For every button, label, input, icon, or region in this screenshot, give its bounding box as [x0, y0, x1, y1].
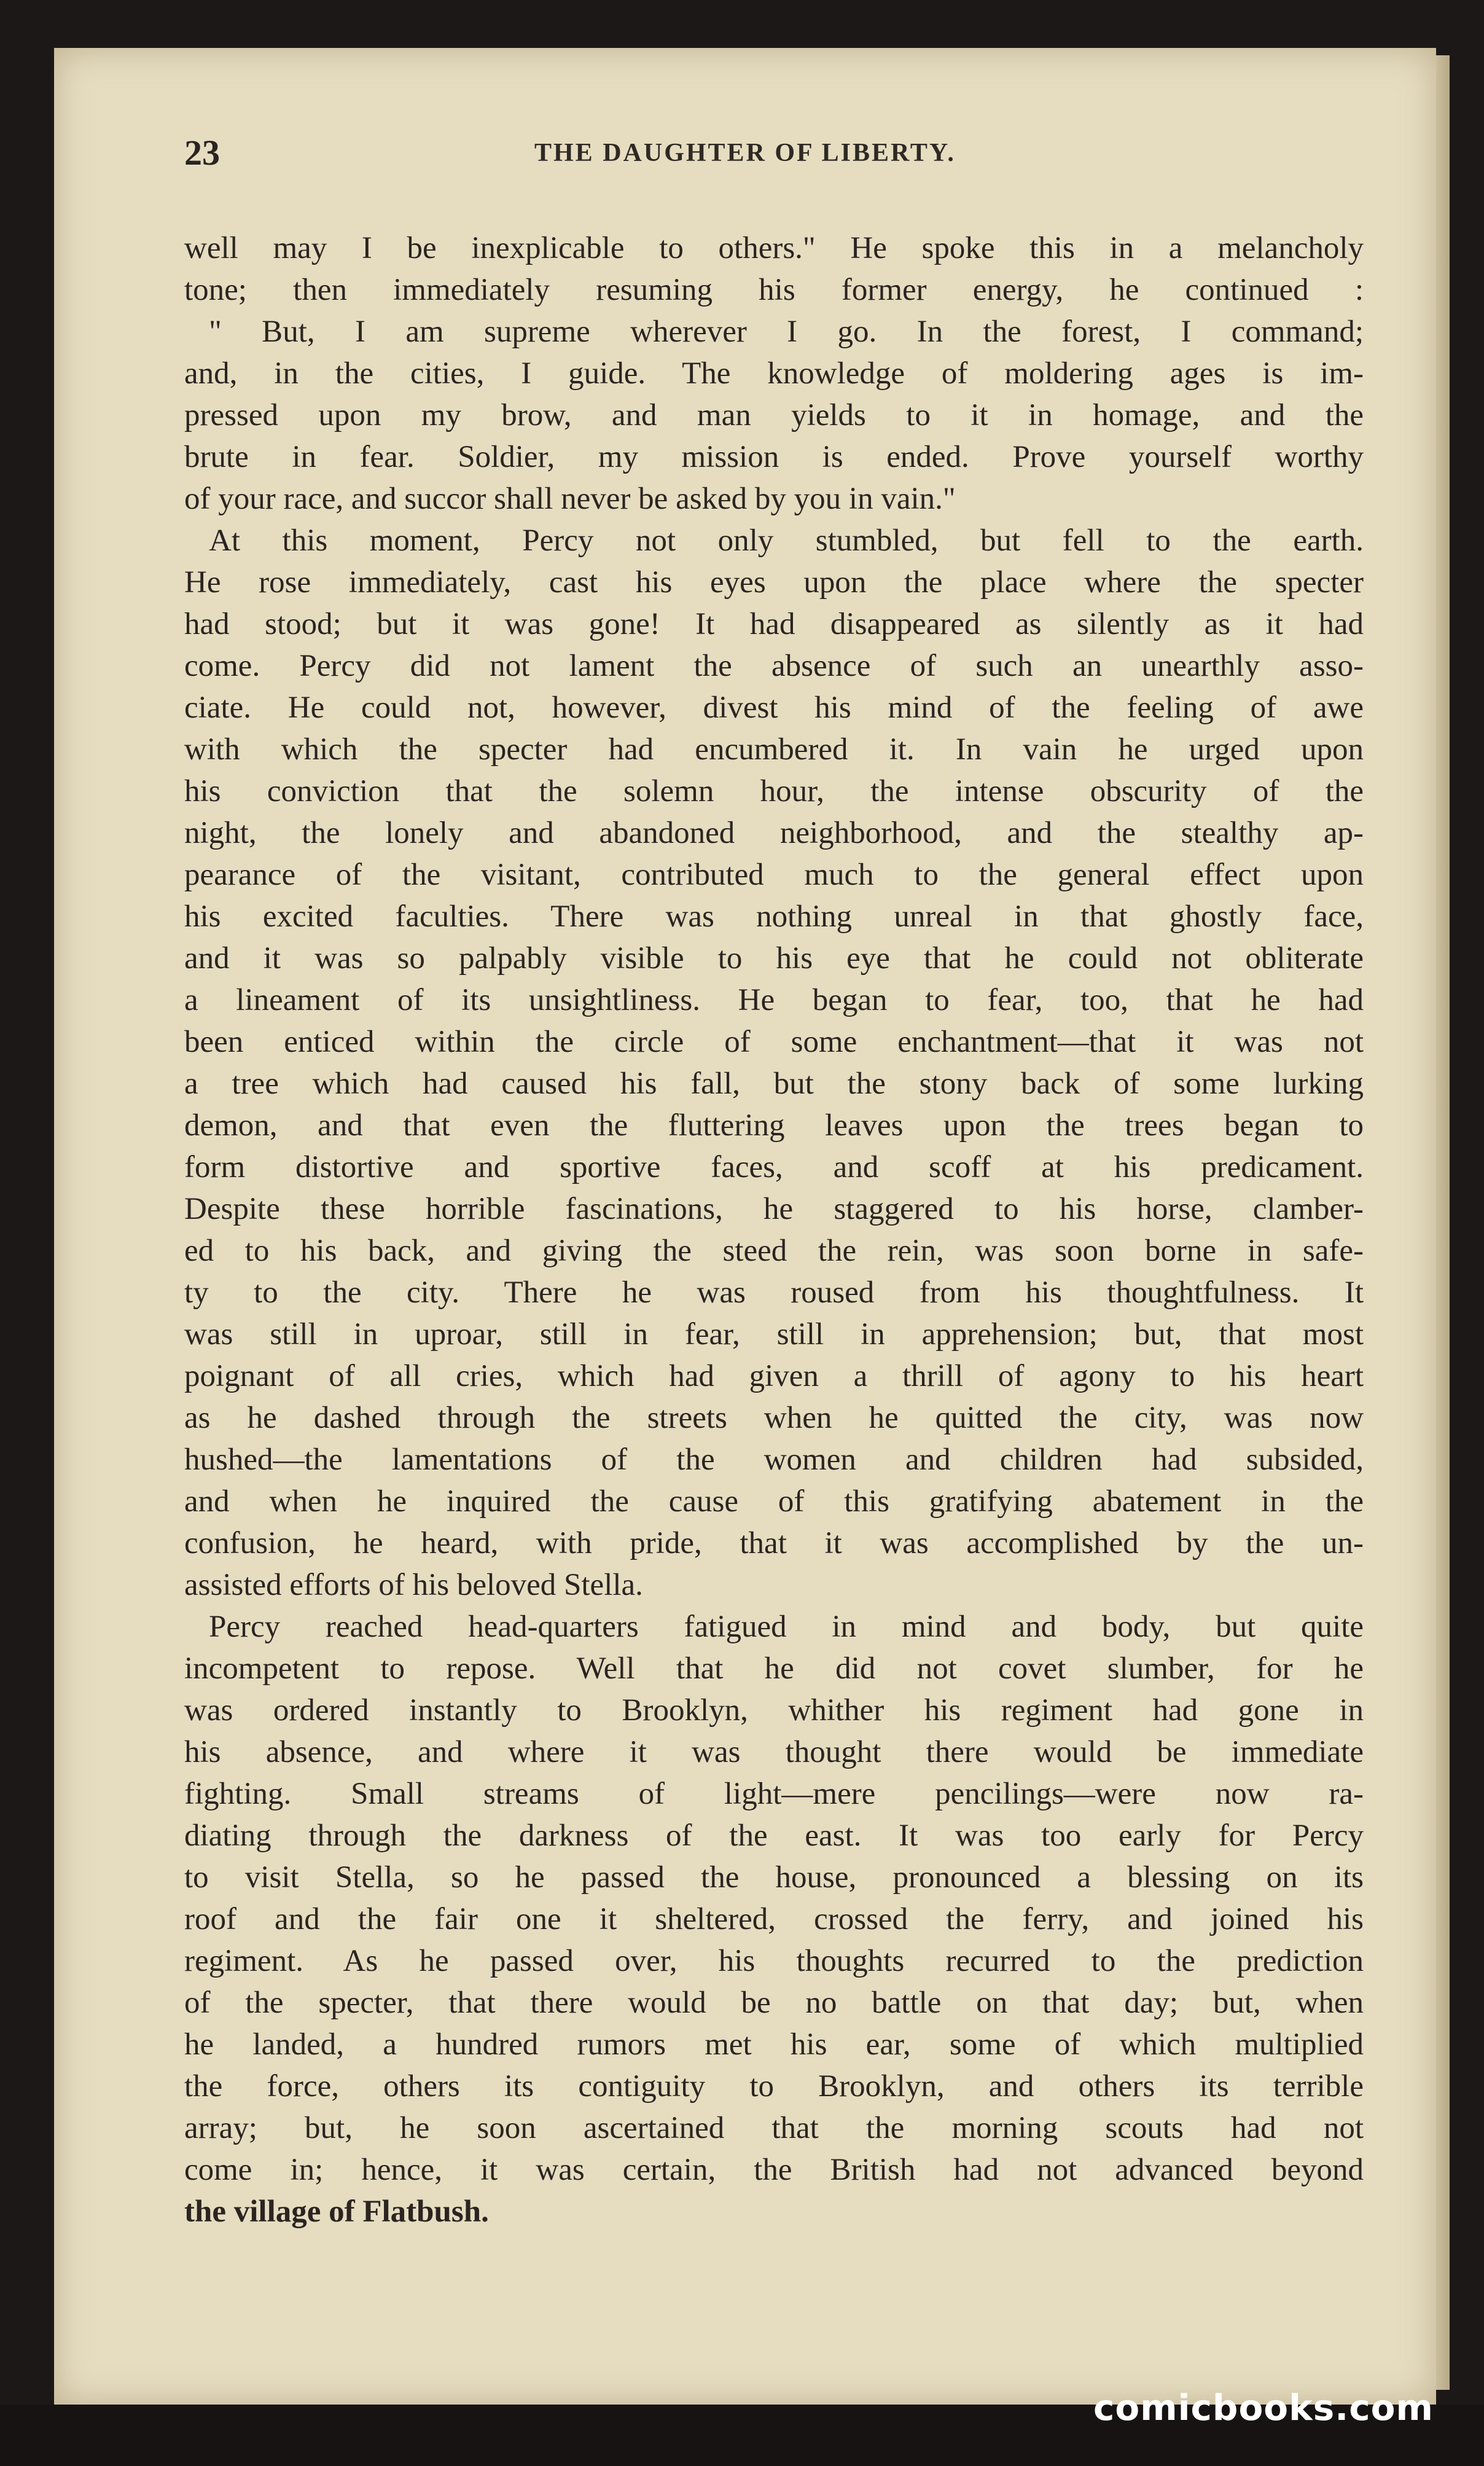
text-line: array; but, he soon ascertained that the morning scouts had not [184, 2111, 1364, 2145]
text-line: poignant of all cries, which had given a thrill of agony to his heart [184, 1359, 1364, 1393]
text-line: demon, and that even the fluttering leaves upon the trees began to [184, 1108, 1364, 1143]
text-line: and it was so palpably visible to his eye that he could not obliterate [184, 941, 1364, 976]
text-line: confusion, he heard, with pride, that it was accomplished by the un- [184, 1526, 1364, 1560]
text-line: Despite these horrible fascinations, he staggered to his horse, clamber- [184, 1192, 1364, 1226]
text-line: the force, others its contiguity to Brooklyn, and others its terrible [184, 2069, 1364, 2104]
text-line: was still in uproar, still in fear, still in apprehension; but, that most [184, 1317, 1364, 1352]
text-line: diating through the darkness of the east. It was too early for Percy [184, 1818, 1364, 1853]
site-watermark: comicbooks.com [1093, 2387, 1434, 2429]
text-line: his excited faculties. There was nothing unreal in that ghostly face, [184, 899, 1364, 934]
text-line: ty to the city. There he was roused from his thoughtfulness. It [184, 1275, 1364, 1310]
text-line: a tree which had caused his fall, but the stony back of some lurking [184, 1067, 1364, 1101]
text-line: fighting. Small streams of light—mere pencilings—were now ra- [184, 1777, 1364, 1811]
text-line: pearance of the visitant, contributed much to the general effect upon [184, 858, 1364, 892]
text-line: well may I be inexplicable to others." He spoke this in a melancholy [184, 231, 1364, 265]
text-line: come. Percy did not lament the absence of such an unearthly asso- [184, 649, 1364, 683]
text-line: as he dashed through the streets when he quitted the city, was now [184, 1401, 1364, 1435]
text-line: form distortive and sportive faces, and scoff at his predicament. [184, 1150, 1364, 1184]
text-line: of the specter, that there would be no battle on that day; but, when [184, 1986, 1364, 2020]
page-number: 23 [184, 133, 220, 173]
text-line: to visit Stella, so he passed the house, pronounced a blessing on its [184, 1860, 1364, 1895]
text-line: and, in the cities, I guide. The knowledge of moldering ages is im- [184, 356, 1364, 391]
text-line: tone; then immediately resuming his former energy, he continued : [184, 273, 1364, 307]
text-line: " But, I am supreme wherever I go. In the forest, I command; [209, 315, 1364, 349]
text-line: of your race, and succor shall never be asked by you in vain." [184, 482, 956, 516]
text-line: was ordered instantly to Brooklyn, whither his regiment had gone in [184, 1693, 1364, 1728]
text-line: and when he inquired the cause of this gratifying abatement in the [184, 1484, 1364, 1519]
text-line: his conviction that the solemn hour, the intense obscurity of the [184, 774, 1364, 808]
running-head [184, 132, 1376, 181]
text-line: hushed—the lamentations of the women and children had subsided, [184, 1442, 1364, 1477]
text-line: regiment. As he passed over, his thoughts recurred to the prediction [184, 1944, 1364, 1978]
text-line: brute in fear. Soldier, my mission is ended. Prove yourself worthy [184, 440, 1364, 474]
text-line: At this moment, Percy not only stumbled, but fell to the earth. [209, 523, 1364, 558]
text-line: come in; hence, it was certain, the British had not advanced beyond [184, 2153, 1364, 2187]
text-line: ciate. He could not, however, divest his mind of the feeling of awe [184, 691, 1364, 725]
book-title: THE DAUGHTER OF LIBERTY. [534, 139, 956, 167]
text-line: been enticed within the circle of some enchantment—that it was not [184, 1025, 1364, 1059]
text-line: he landed, a hundred rumors met his ear, some of which multiplied [184, 2027, 1364, 2062]
text-line: roof and the fair one it sheltered, crossed the ferry, and joined his [184, 1902, 1364, 1936]
text-line: had stood; but it was gone! It had disappeared as silently as it had [184, 607, 1364, 641]
text-line: assisted efforts of his beloved Stella. [184, 1568, 643, 1602]
text-line: pressed upon my brow, and man yields to it in homage, and the [184, 398, 1364, 433]
text-line: a lineament of its unsightliness. He began to fear, too, that he had [184, 983, 1364, 1017]
text-line: the village of Flatbush. [184, 2194, 489, 2229]
text-line: He rose immediately, cast his eyes upon the place where the specter [184, 565, 1364, 600]
text-line: ed to his back, and giving the steed the rein, was soon borne in safe- [184, 1234, 1364, 1268]
text-line: his absence, and where it was thought there would be immediate [184, 1735, 1364, 1769]
text-line: incompetent to repose. Well that he did not covet slumber, for he [184, 1651, 1364, 1686]
body-text [184, 227, 1364, 2233]
text-line: night, the lonely and abandoned neighborhood, and the stealthy ap- [184, 816, 1364, 850]
text-line: Percy reached head-quarters fatigued in mind and body, but quite [209, 1610, 1364, 1644]
text-line: with which the specter had encumbered it. In vain he urged upon [184, 732, 1364, 767]
